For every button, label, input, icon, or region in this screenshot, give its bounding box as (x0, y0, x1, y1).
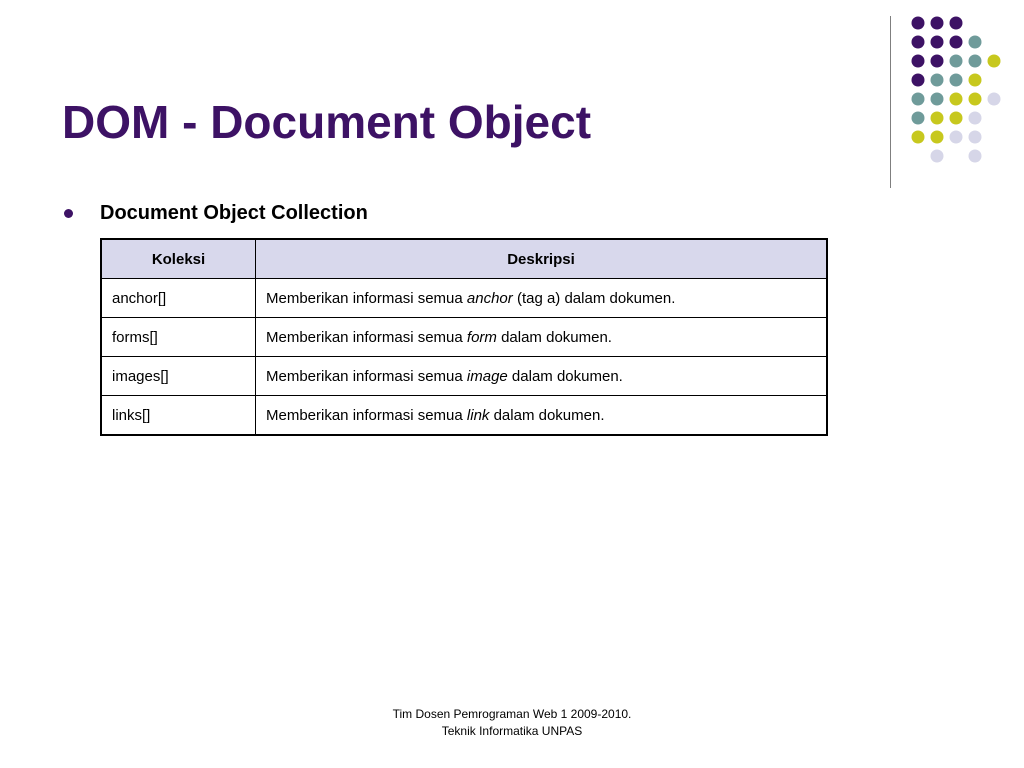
dot (912, 17, 925, 30)
decorative-dot-grid (904, 10, 1014, 180)
bullet-item (62, 198, 368, 228)
dot (931, 112, 944, 125)
dot (912, 93, 925, 106)
column-header-koleksi: Koleksi (101, 239, 256, 279)
cell-deskripsi (256, 396, 828, 436)
dot (931, 17, 944, 30)
cell-koleksi: anchor[] (101, 279, 256, 318)
dot (950, 93, 963, 106)
dot (931, 55, 944, 68)
table-row (101, 357, 827, 396)
cell-koleksi: images[] (101, 357, 256, 396)
title-divider-line (890, 16, 891, 188)
desc-text: dalam dokumen. (489, 406, 605, 424)
cell-deskripsi (256, 279, 828, 318)
dot (969, 36, 982, 49)
cell-koleksi: links[] (101, 396, 256, 436)
desc-text: dalam dokumen. (507, 367, 623, 385)
desc-text: dalam dokumen. (496, 328, 612, 346)
table-row (101, 396, 827, 436)
dot (950, 112, 963, 125)
desc-text: Memberikan informasi semua (266, 367, 467, 385)
footer-line: Tim Dosen Pemrograman Web 1 2009-2010. (392, 707, 632, 721)
dot (950, 55, 963, 68)
dot (950, 74, 963, 87)
desc-emphasis: anchor (466, 289, 513, 307)
desc-text: Memberikan informasi semua (266, 406, 467, 424)
dot (931, 74, 944, 87)
collection-table (100, 238, 828, 436)
dot (931, 93, 944, 106)
column-header-deskripsi: Deskripsi (256, 239, 828, 279)
cell-deskripsi (256, 357, 828, 396)
dot (969, 55, 982, 68)
dot (912, 55, 925, 68)
footer-line: Teknik Informatika UNPAS (441, 724, 583, 738)
dot (969, 74, 982, 87)
table-row (101, 279, 827, 318)
dot (969, 93, 982, 106)
dot (950, 131, 963, 144)
table-row (101, 318, 827, 357)
dot (912, 131, 925, 144)
bullet-dot-icon (64, 209, 73, 218)
dot (988, 55, 1001, 68)
desc-text: Memberikan informasi semua (266, 289, 467, 307)
cell-koleksi: forms[] (101, 318, 256, 357)
desc-emphasis: image (466, 367, 508, 385)
table-header-row (101, 239, 827, 279)
bullet-text: Document Object Collection (100, 202, 368, 224)
desc-text: Memberikan informasi semua (266, 328, 467, 346)
dot (931, 131, 944, 144)
dot (969, 150, 982, 163)
dot (969, 112, 982, 125)
cell-deskripsi (256, 318, 828, 357)
dot (950, 36, 963, 49)
dot (931, 36, 944, 49)
dot (988, 93, 1001, 106)
slide-title: DOM - Document Object (62, 96, 592, 148)
desc-emphasis: form (466, 328, 497, 346)
desc-emphasis: link (466, 406, 490, 424)
dot (912, 74, 925, 87)
dot (912, 112, 925, 125)
dot (950, 17, 963, 30)
slide-footer (0, 706, 1024, 740)
dot (969, 131, 982, 144)
dot (931, 150, 944, 163)
dot (912, 36, 925, 49)
desc-text: (tag a) dalam dokumen. (512, 289, 676, 307)
